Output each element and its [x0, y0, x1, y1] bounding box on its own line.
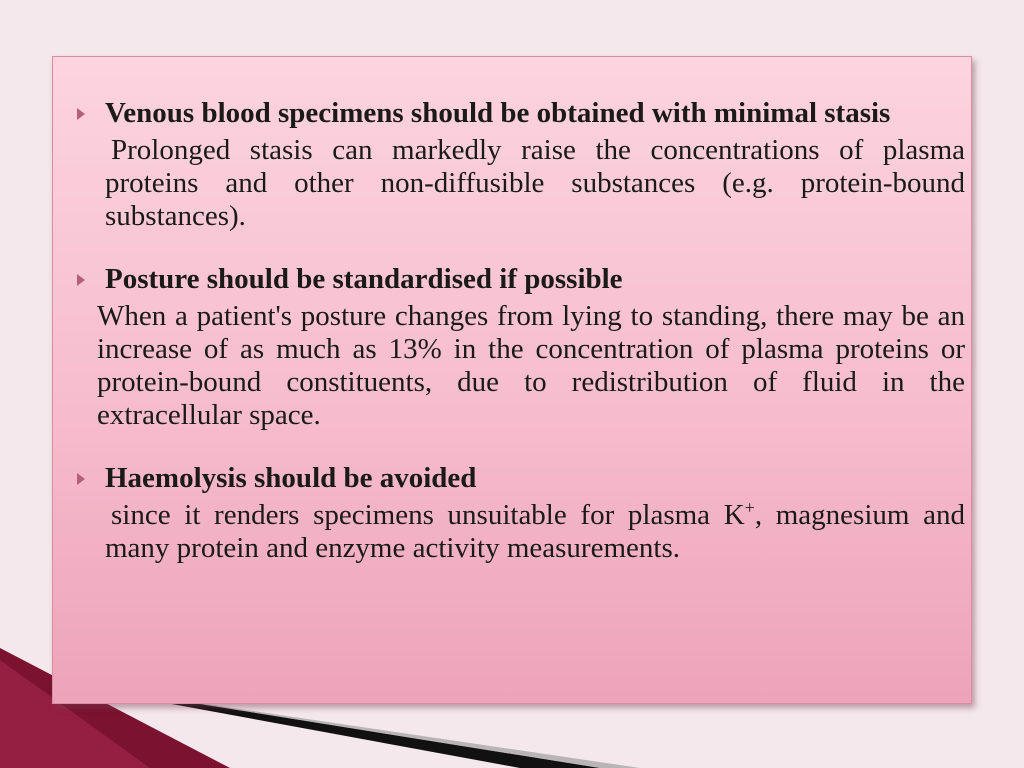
bullet-heading: Haemolysis should be avoided	[105, 462, 477, 494]
body-text: , magnesium and many protein and enzyme activity measurements.	[105, 499, 965, 564]
right-arrow-bullet-icon	[77, 473, 85, 485]
decor-black-stripe	[150, 700, 600, 768]
bullet-stasis	[75, 97, 965, 233]
right-arrow-bullet-icon	[77, 108, 85, 120]
bullet-body: Prolonged stasis can markedly raise the concentrations of plasma proteins and other non-diffusible substances (e.g. protein-bound substances).	[105, 134, 965, 232]
bullet-list	[75, 97, 965, 565]
bullet-haemolysis	[75, 462, 965, 565]
right-arrow-bullet-icon	[77, 274, 85, 286]
decor-gray-stripe	[175, 700, 640, 768]
bullet-body: When a patient's posture changes from lying to standing, there may be an increase of as much as 13% in the concentration of plasma proteins or protein-bound constituents, due to redistribution of fluid in the extracellular space.	[97, 300, 965, 431]
superscript-plus: +	[744, 497, 755, 518]
bullet-posture	[75, 263, 965, 432]
body-text: since it renders specimens unsuitable for plasma K	[111, 499, 745, 531]
bullet-heading: Venous blood specimens should be obtained with minimal stasis	[105, 97, 891, 129]
bullet-heading: Posture should be standardised if possible	[105, 263, 623, 295]
content-box	[52, 56, 972, 704]
bullet-body	[105, 499, 965, 565]
